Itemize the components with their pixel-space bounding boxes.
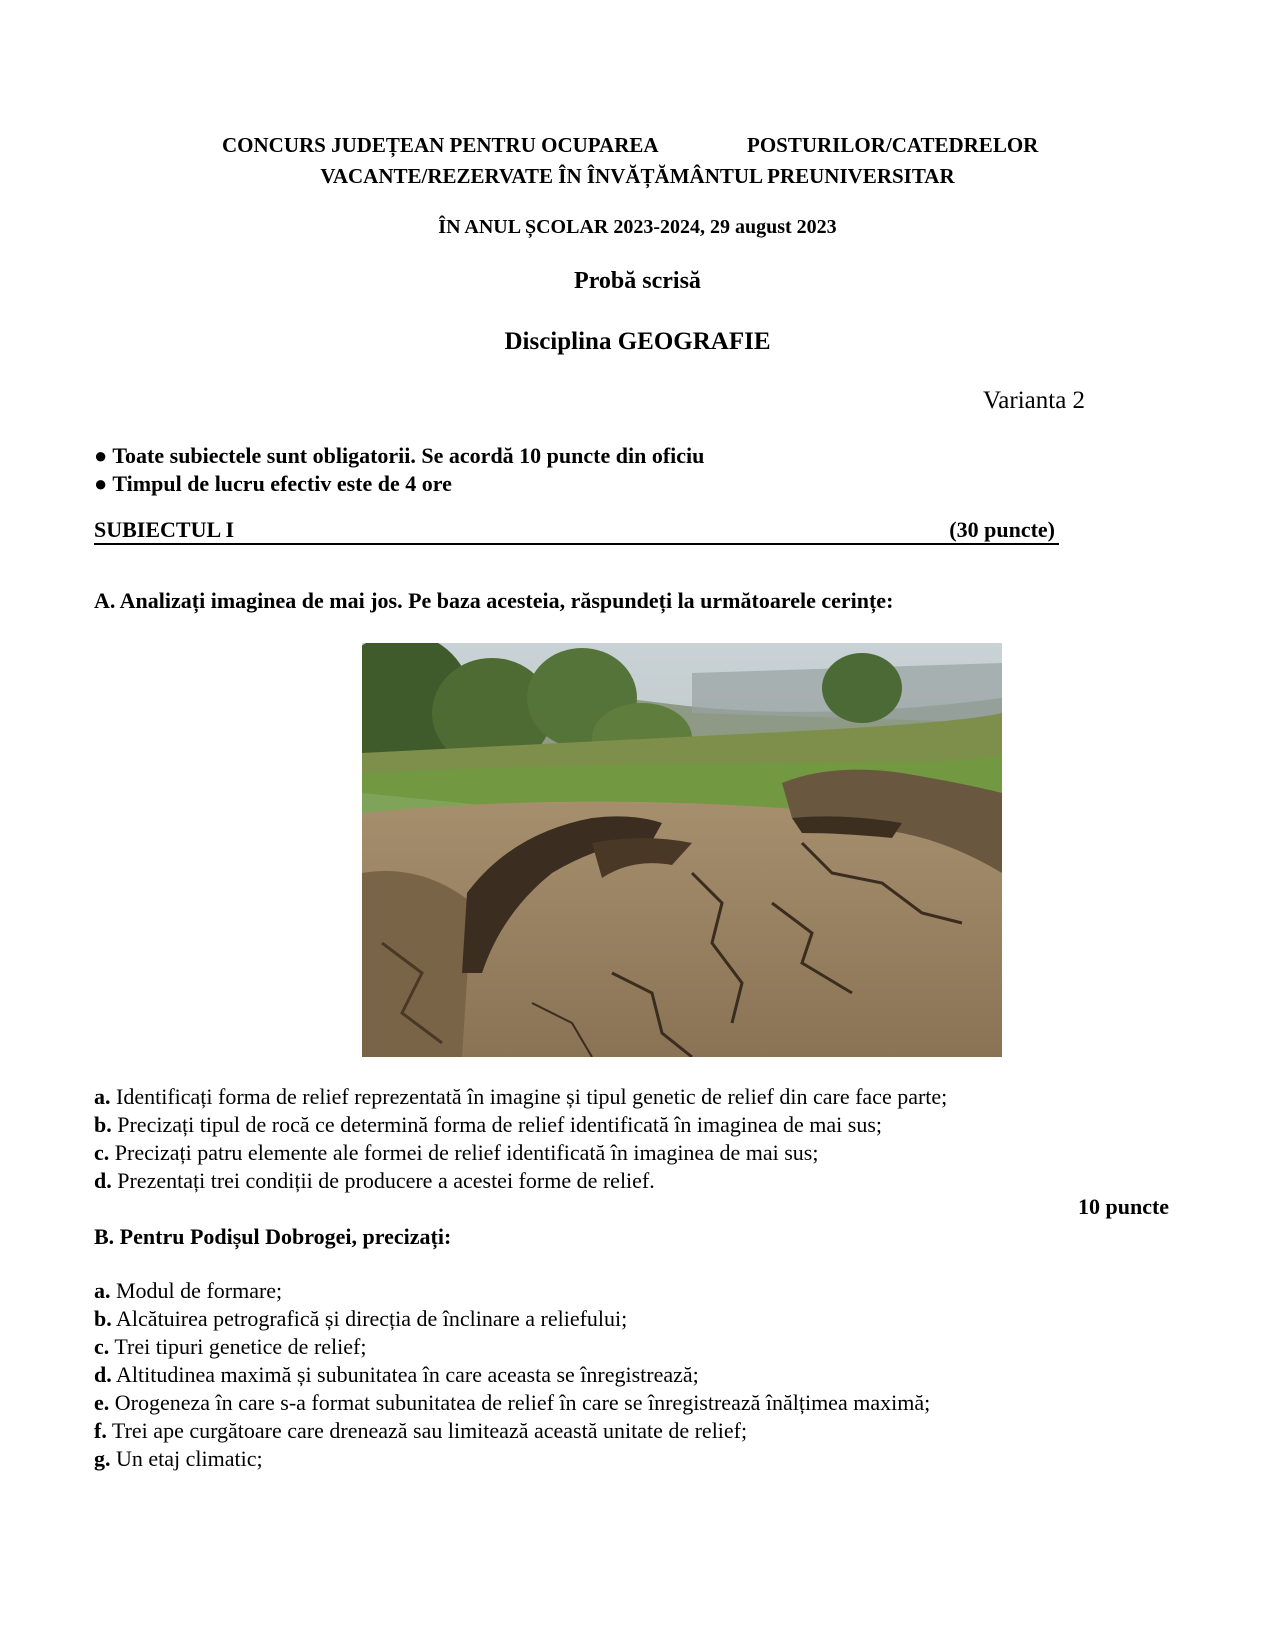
header-line-1	[222, 133, 659, 158]
part-b-item-b: b. Alcătuirea petrografică și direcția de înclinare a reliefului;	[94, 1306, 628, 1331]
header-line-2: VACANTE/REZERVATE ÎN ÎNVĂȚĂMÂNTUL PREUNIVERSITAR	[320, 164, 955, 188]
instruction-1: ● Toate subiectele sunt obligatorii. Se acordă 10 puncte din oficiu	[94, 443, 705, 468]
header-line-3: ÎN ANUL ȘCOLAR 2023-2024, 29 august 2023	[438, 216, 837, 238]
part-a-item-d: d. Prezentați trei condiții de producere a acestei forme de relief.	[94, 1168, 655, 1193]
proba-title: Probă scrisă	[574, 268, 701, 294]
part-b-item-c: c. Trei tipuri genetice de relief;	[94, 1334, 367, 1359]
part-b-item-e: e. Orogeneza în care s-a format subunitatea de relief în care se înregistrează înălțimea maximă;	[94, 1390, 931, 1415]
part-a-points: 10 puncte	[1078, 1194, 1170, 1219]
disciplina-title: Disciplina GEOGRAFIE	[504, 328, 771, 355]
part-a-item-b: b. Precizați tipul de rocă ce determină forma de relief identificată în imaginea de mai sus;	[94, 1112, 883, 1137]
part-b-item-g: g. Un etaj climatic;	[94, 1446, 263, 1471]
landslide-photo	[362, 643, 1002, 1057]
part-a-item-a: a. Identificați forma de relief reprezentată în imagine și tipul genetic de relief din care face parte;	[94, 1084, 948, 1109]
part-b-item-a: a. Modul de formare;	[94, 1278, 283, 1303]
part-a-heading: A. Analizați imaginea de mai jos. Pe baza acesteia, răspundeți la următoarele cerințe:	[94, 588, 894, 613]
header-line-1a: CONCURS JUDEȚEAN PENTRU OCUPAREA	[222, 133, 659, 157]
part-a-item-c: c. Precizați patru elemente ale formei de relief identificată în imaginea de mai sus;	[94, 1140, 819, 1165]
varianta-label: Varianta 2	[983, 387, 1086, 414]
subject-points: (30 puncte)	[949, 517, 1055, 542]
part-b-heading: B. Pentru Podișul Dobrogei, precizați:	[94, 1224, 452, 1249]
instruction-2: ● Timpul de lucru efectiv este de 4 ore	[94, 471, 452, 496]
header-line-1b: POSTURILOR/CATEDRELOR	[747, 133, 1039, 157]
part-b-item-d: d. Altitudinea maximă și subunitatea în care aceasta se înregistrează;	[94, 1362, 699, 1387]
subject-heading	[94, 517, 1059, 545]
subject-title: SUBIECTUL I	[94, 517, 235, 542]
part-b-item-f: f. Trei ape curgătoare care drenează sau limitează această unitate de relief;	[94, 1418, 748, 1443]
